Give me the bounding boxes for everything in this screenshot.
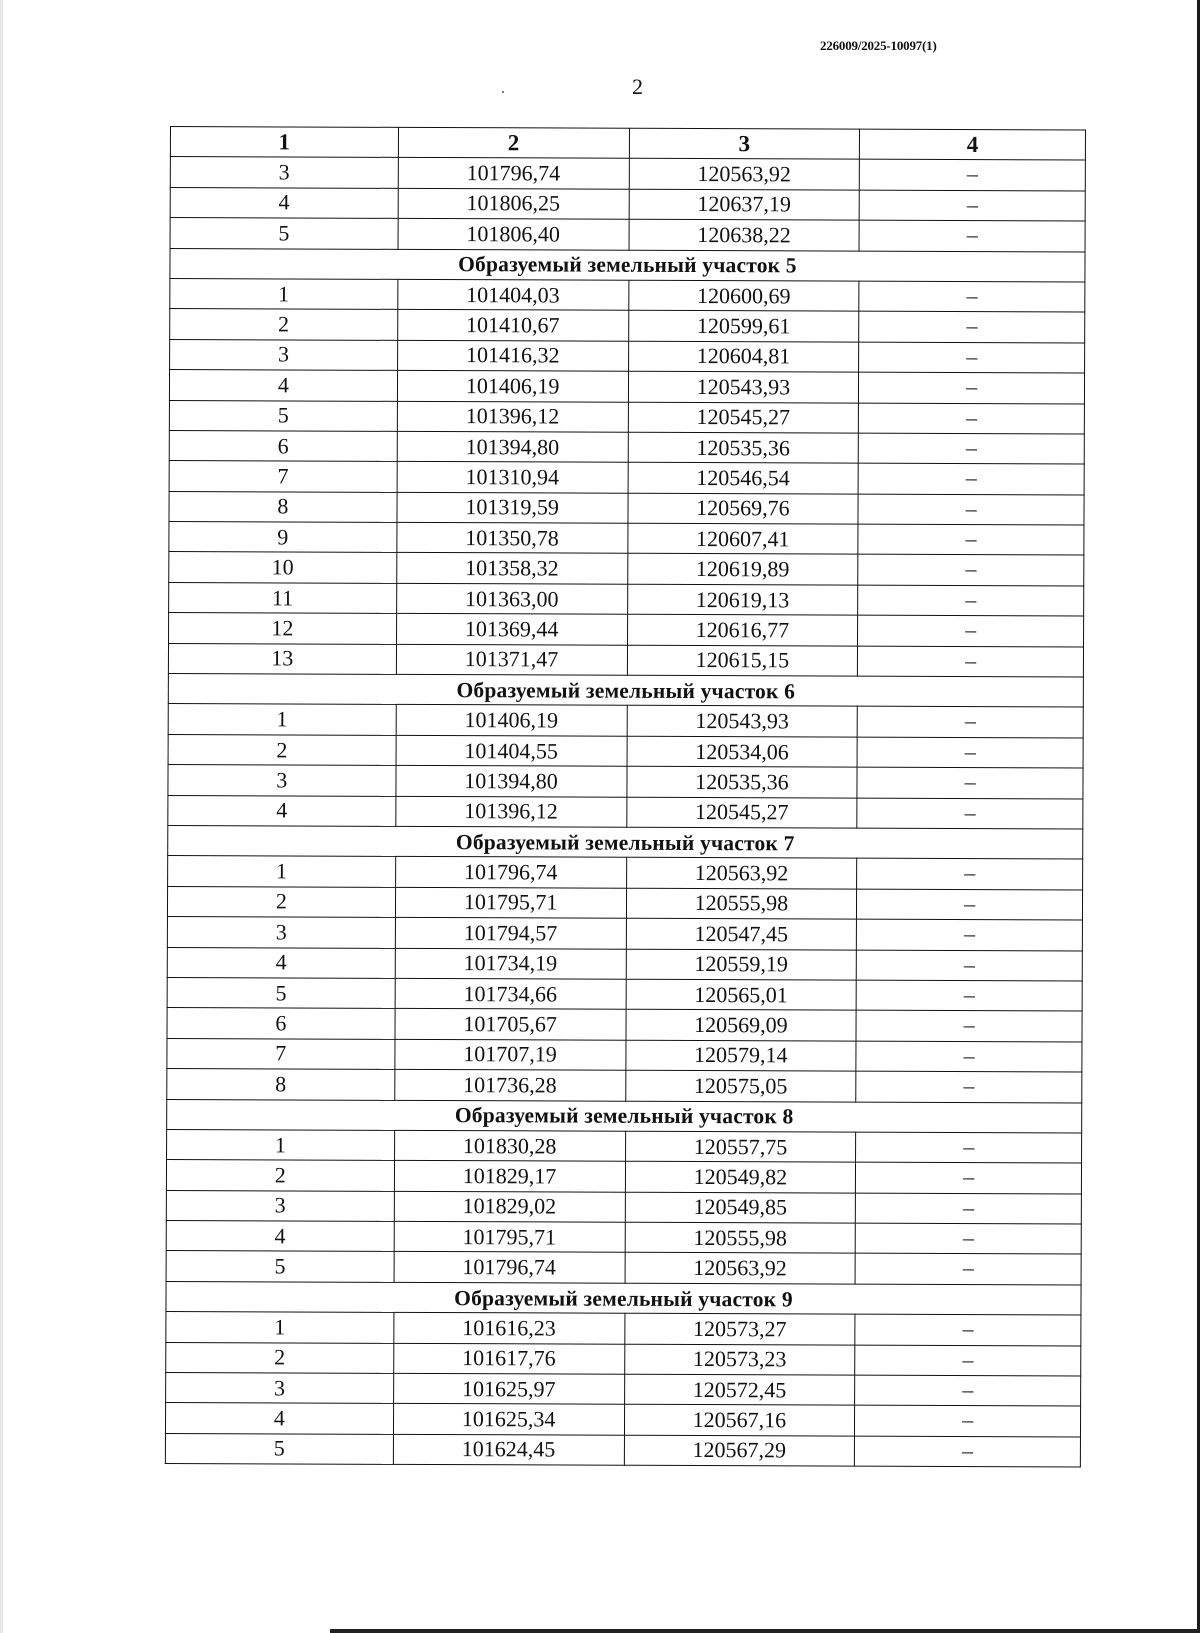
y-coordinate-cell: 120535,36 xyxy=(626,766,857,797)
note-cell: – xyxy=(857,767,1083,798)
table-row xyxy=(168,856,1083,890)
note-cell: – xyxy=(859,342,1085,373)
point-number-cell: 3 xyxy=(167,917,395,948)
x-coordinate-cell: 101707,19 xyxy=(395,1039,626,1070)
section-title: Образуемый земельный участок 5 xyxy=(170,248,1085,282)
table-row xyxy=(169,461,1084,495)
note-cell: – xyxy=(857,950,1083,981)
note-cell: – xyxy=(860,160,1086,191)
y-coordinate-cell: 120534,06 xyxy=(627,736,858,767)
x-coordinate-cell: 101371,47 xyxy=(396,644,627,675)
x-coordinate-cell: 101736,28 xyxy=(394,1069,625,1100)
point-number-cell: 8 xyxy=(167,1069,395,1100)
point-number-cell: 3 xyxy=(170,157,398,188)
note-cell: – xyxy=(859,311,1085,342)
x-coordinate-cell: 101396,12 xyxy=(397,401,628,432)
table-row xyxy=(170,157,1085,191)
note-cell: – xyxy=(858,555,1084,586)
point-number-cell: 6 xyxy=(169,430,397,461)
note-cell: – xyxy=(855,1223,1081,1254)
point-number-cell: 3 xyxy=(166,1190,394,1221)
table-row xyxy=(169,370,1084,404)
coordinates-table-body xyxy=(165,127,1085,1468)
x-coordinate-cell: 101806,40 xyxy=(398,219,629,250)
x-coordinate-cell: 101734,66 xyxy=(395,978,626,1009)
point-number-cell: 5 xyxy=(167,977,395,1008)
y-coordinate-cell: 120565,01 xyxy=(626,979,857,1010)
y-coordinate-cell: 120545,27 xyxy=(628,402,859,433)
table-row xyxy=(168,734,1083,768)
x-coordinate-cell: 101705,67 xyxy=(395,1009,626,1040)
page-number: 2 xyxy=(632,74,643,99)
point-number-cell: 1 xyxy=(168,856,396,887)
note-cell: – xyxy=(858,585,1084,616)
y-coordinate-cell: 120579,14 xyxy=(625,1040,856,1071)
x-coordinate-cell: 101617,76 xyxy=(393,1343,624,1374)
y-coordinate-cell: 120600,69 xyxy=(628,280,859,311)
point-number-cell: 3 xyxy=(170,339,398,370)
point-number-cell: 5 xyxy=(170,218,398,249)
section-title: Образуемый земельный участок 8 xyxy=(167,1099,1082,1133)
y-coordinate-cell: 120567,29 xyxy=(624,1435,855,1466)
point-number-cell: 1 xyxy=(166,1312,394,1343)
table-row xyxy=(166,1190,1081,1224)
table-row xyxy=(166,1312,1081,1346)
y-coordinate-cell: 120572,45 xyxy=(624,1374,855,1405)
x-coordinate-cell: 101310,94 xyxy=(397,462,628,493)
note-cell: – xyxy=(856,1193,1082,1224)
table-row xyxy=(166,1342,1081,1376)
table-row xyxy=(168,704,1083,738)
table-row xyxy=(167,947,1082,981)
x-coordinate-cell: 101829,02 xyxy=(394,1191,625,1222)
table-row xyxy=(167,1129,1082,1163)
table-row xyxy=(169,491,1084,525)
point-number-cell: 5 xyxy=(169,400,397,431)
table-row xyxy=(168,765,1083,799)
x-coordinate-cell: 101830,28 xyxy=(394,1130,625,1161)
section-title-row xyxy=(167,1099,1082,1133)
point-number-cell: 3 xyxy=(168,765,396,796)
point-number-cell: 1 xyxy=(170,278,398,309)
x-coordinate-cell: 101624,45 xyxy=(393,1434,624,1465)
table-row xyxy=(167,1008,1082,1042)
x-coordinate-cell: 101794,57 xyxy=(395,918,626,949)
note-cell: – xyxy=(857,737,1083,768)
x-coordinate-cell: 101396,12 xyxy=(396,796,627,827)
point-number-cell: 4 xyxy=(167,947,395,978)
header-cell-1: 1 xyxy=(170,127,398,158)
point-number-cell: 5 xyxy=(166,1251,394,1282)
y-coordinate-cell: 120619,13 xyxy=(627,584,858,615)
x-coordinate-cell: 101369,44 xyxy=(396,614,627,645)
point-number-cell: 4 xyxy=(168,795,396,826)
y-coordinate-cell: 120569,09 xyxy=(625,1010,856,1041)
note-cell: – xyxy=(859,433,1085,464)
y-coordinate-cell: 120555,98 xyxy=(625,1222,856,1253)
x-coordinate-cell: 101404,03 xyxy=(397,279,628,310)
note-cell: – xyxy=(856,1041,1082,1072)
point-number-cell: 7 xyxy=(167,1038,395,1069)
point-number-cell: 2 xyxy=(167,886,395,917)
point-number-cell: 2 xyxy=(166,1160,394,1191)
x-coordinate-cell: 101350,78 xyxy=(397,522,628,553)
y-coordinate-cell: 120535,36 xyxy=(628,432,859,463)
point-number-cell: 7 xyxy=(169,461,397,492)
y-coordinate-cell: 120615,15 xyxy=(627,645,858,676)
y-coordinate-cell: 120604,81 xyxy=(628,341,859,372)
note-cell: – xyxy=(858,524,1084,555)
y-coordinate-cell: 120619,89 xyxy=(627,554,858,585)
note-cell: – xyxy=(856,1071,1082,1102)
table-row xyxy=(170,187,1085,221)
y-coordinate-cell: 120546,54 xyxy=(628,463,859,494)
point-number-cell: 5 xyxy=(165,1433,393,1464)
y-coordinate-cell: 120638,22 xyxy=(629,219,860,250)
section-title: Образуемый земельный участок 9 xyxy=(166,1281,1081,1315)
note-cell: – xyxy=(855,1375,1081,1406)
header-cell-2: 2 xyxy=(398,127,629,158)
point-number-cell: 13 xyxy=(168,643,396,674)
y-coordinate-cell: 120607,41 xyxy=(627,523,858,554)
note-cell: – xyxy=(856,1010,1082,1041)
x-coordinate-cell: 101358,32 xyxy=(396,553,627,584)
table-row xyxy=(167,1069,1082,1103)
note-cell: – xyxy=(855,1406,1081,1437)
table-row xyxy=(169,522,1084,556)
point-number-cell: 3 xyxy=(166,1373,394,1404)
header-cell-4: 4 xyxy=(860,129,1086,160)
point-number-cell: 10 xyxy=(169,552,397,583)
y-coordinate-cell: 120543,93 xyxy=(628,371,859,402)
y-coordinate-cell: 120567,16 xyxy=(624,1405,855,1436)
note-cell: – xyxy=(856,980,1082,1011)
note-cell: – xyxy=(857,707,1083,738)
table-row xyxy=(169,552,1084,586)
x-coordinate-cell: 101616,23 xyxy=(394,1313,625,1344)
y-coordinate-cell: 120557,75 xyxy=(625,1131,856,1162)
section-title-row xyxy=(168,674,1083,708)
note-cell: – xyxy=(859,220,1085,251)
note-cell: – xyxy=(858,494,1084,525)
y-coordinate-cell: 120616,77 xyxy=(627,615,858,646)
note-cell: – xyxy=(857,889,1083,920)
point-number-cell: 2 xyxy=(168,734,396,765)
note-cell: – xyxy=(855,1314,1081,1345)
x-coordinate-cell: 101806,25 xyxy=(398,188,629,219)
x-coordinate-cell: 101406,19 xyxy=(397,370,628,401)
y-coordinate-cell: 120599,61 xyxy=(628,311,859,342)
header-cell-3: 3 xyxy=(629,128,860,159)
table-row xyxy=(170,339,1085,373)
registration-number: 226009/2025-10097(1) xyxy=(820,38,937,53)
y-coordinate-cell: 120555,98 xyxy=(626,888,857,919)
note-cell: – xyxy=(857,798,1083,829)
scan-edge-left xyxy=(0,0,3,1633)
table-row xyxy=(165,1403,1080,1437)
table-row xyxy=(167,977,1082,1011)
point-number-cell: 8 xyxy=(169,491,397,522)
note-cell: – xyxy=(859,190,1085,221)
x-coordinate-cell: 101394,80 xyxy=(397,431,628,462)
section-title-row xyxy=(170,248,1085,282)
note-cell: – xyxy=(857,859,1083,890)
table-row xyxy=(165,1433,1080,1467)
note-cell: – xyxy=(858,463,1084,494)
note-cell: – xyxy=(858,615,1084,646)
point-number-cell: 11 xyxy=(169,582,397,613)
x-coordinate-cell: 101406,19 xyxy=(396,705,627,736)
note-cell: – xyxy=(856,1162,1082,1193)
table-row xyxy=(168,795,1083,829)
x-coordinate-cell: 101625,97 xyxy=(393,1373,624,1404)
point-number-cell: 1 xyxy=(168,704,396,735)
table-row xyxy=(166,1160,1081,1194)
y-coordinate-cell: 120545,27 xyxy=(626,797,857,828)
note-cell: – xyxy=(859,372,1085,403)
y-coordinate-cell: 120549,82 xyxy=(625,1162,856,1193)
x-coordinate-cell: 101404,55 xyxy=(396,735,627,766)
table-row xyxy=(167,917,1082,951)
note-cell: – xyxy=(857,919,1083,950)
table-row xyxy=(166,1221,1081,1255)
note-cell: – xyxy=(859,281,1085,312)
note-cell: – xyxy=(855,1345,1081,1376)
note-cell: – xyxy=(855,1436,1081,1467)
y-coordinate-cell: 120573,27 xyxy=(624,1313,855,1344)
section-title-row xyxy=(168,825,1083,859)
y-coordinate-cell: 120563,92 xyxy=(625,1253,856,1284)
table-row xyxy=(169,613,1084,647)
y-coordinate-cell: 120563,92 xyxy=(626,858,857,889)
table-row xyxy=(168,643,1083,677)
y-coordinate-cell: 120575,05 xyxy=(625,1070,856,1101)
x-coordinate-cell: 101363,00 xyxy=(396,583,627,614)
point-number-cell: 2 xyxy=(166,1342,394,1373)
table-row xyxy=(169,400,1084,434)
note-cell: – xyxy=(858,646,1084,677)
y-coordinate-cell: 120563,92 xyxy=(629,159,860,190)
table-row xyxy=(170,218,1085,252)
point-number-cell: 4 xyxy=(170,187,398,218)
note-cell: – xyxy=(859,403,1085,434)
x-coordinate-cell: 101625,34 xyxy=(393,1404,624,1435)
table-row xyxy=(167,886,1082,920)
section-title: Образуемый земельный участок 7 xyxy=(168,825,1083,859)
x-coordinate-cell: 101734,19 xyxy=(395,948,626,979)
note-cell: – xyxy=(855,1254,1081,1285)
point-number-cell: 4 xyxy=(166,1221,394,1252)
table-row xyxy=(166,1373,1081,1407)
table-row xyxy=(167,1038,1082,1072)
y-coordinate-cell: 120637,19 xyxy=(629,189,860,220)
y-coordinate-cell: 120549,85 xyxy=(625,1192,856,1223)
x-coordinate-cell: 101319,59 xyxy=(397,492,628,523)
x-coordinate-cell: 101829,17 xyxy=(394,1161,625,1192)
section-title: Образуемый земельный участок 6 xyxy=(168,674,1083,708)
table-row xyxy=(166,1251,1081,1285)
x-coordinate-cell: 101394,80 xyxy=(396,766,627,797)
point-number-cell: 9 xyxy=(169,522,397,553)
table-row xyxy=(169,582,1084,616)
coordinates-table xyxy=(165,126,1086,1468)
y-coordinate-cell: 120547,45 xyxy=(626,918,857,949)
y-coordinate-cell: 120573,23 xyxy=(624,1344,855,1375)
y-coordinate-cell: 120543,93 xyxy=(627,706,858,737)
note-cell: – xyxy=(856,1132,1082,1163)
table-row xyxy=(170,309,1085,343)
x-coordinate-cell: 101410,67 xyxy=(397,310,628,341)
table-row xyxy=(169,430,1084,464)
point-number-cell: 12 xyxy=(169,613,397,644)
point-number-cell: 6 xyxy=(167,1008,395,1039)
y-coordinate-cell: 120569,76 xyxy=(627,493,858,524)
x-coordinate-cell: 101796,74 xyxy=(394,1252,625,1283)
scan-edge-bottom xyxy=(330,1629,1200,1633)
x-coordinate-cell: 101795,71 xyxy=(395,887,626,918)
x-coordinate-cell: 101796,74 xyxy=(398,158,629,189)
point-number-cell: 4 xyxy=(165,1403,393,1434)
x-coordinate-cell: 101795,71 xyxy=(394,1221,625,1252)
scan-speck xyxy=(502,91,504,93)
point-number-cell: 4 xyxy=(169,370,397,401)
table-row xyxy=(170,278,1085,312)
x-coordinate-cell: 101416,32 xyxy=(397,340,628,371)
section-title-row xyxy=(166,1281,1081,1315)
point-number-cell: 1 xyxy=(167,1129,395,1160)
y-coordinate-cell: 120559,19 xyxy=(626,949,857,980)
table-header-row xyxy=(170,127,1085,161)
x-coordinate-cell: 101796,74 xyxy=(395,857,626,888)
point-number-cell: 2 xyxy=(170,309,398,340)
